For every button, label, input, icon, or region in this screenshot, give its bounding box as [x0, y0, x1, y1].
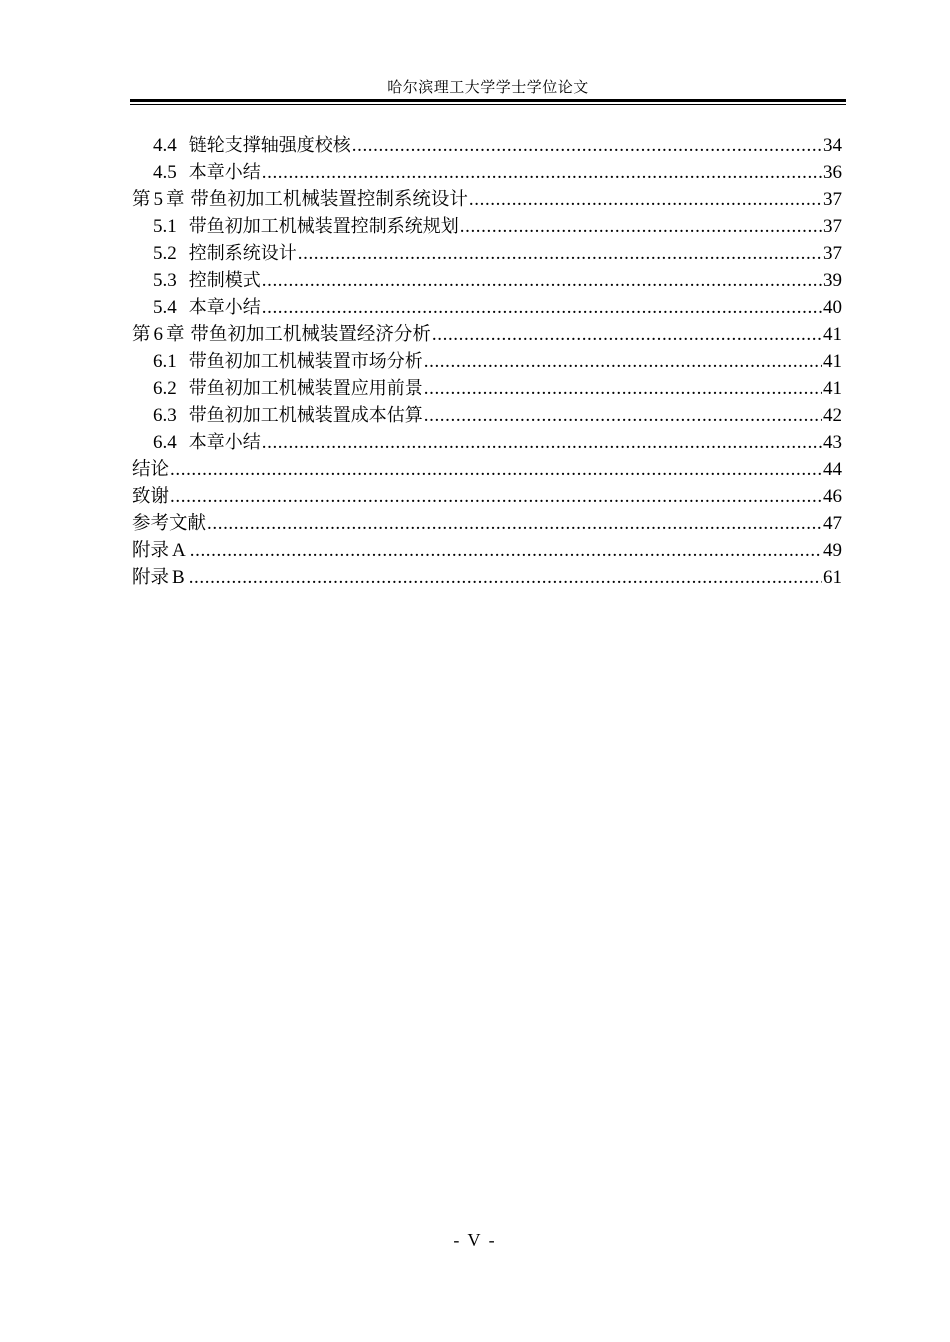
toc-dot-leader	[460, 213, 822, 240]
toc-entry-title: 带鱼初加工机械装置控制系统规划	[188, 216, 459, 237]
toc-entry-page: 36	[823, 162, 842, 183]
toc-entry[interactable]	[132, 510, 842, 537]
toc-entry[interactable]	[132, 267, 842, 294]
toc-entry-title: 结论	[132, 459, 170, 480]
toc-entry-title: 致谢	[132, 486, 170, 507]
toc-dot-leader	[432, 321, 822, 348]
toc-entry-page: 39	[823, 270, 842, 291]
toc-entry-number: B	[172, 567, 185, 588]
toc-entry[interactable]	[132, 132, 842, 159]
toc-entry-page: 41	[823, 324, 842, 345]
toc-dot-leader	[262, 267, 822, 294]
toc-entry-page: 41	[823, 378, 842, 399]
toc-entry-page: 41	[823, 351, 842, 372]
toc-entry-title: 链轮支撑轴强度校核	[188, 135, 351, 156]
toc-dot-leader	[170, 483, 822, 510]
toc-dot-leader	[190, 537, 822, 564]
toc-entry[interactable]	[132, 213, 842, 240]
toc-dot-leader	[189, 564, 822, 591]
toc-dot-leader	[262, 294, 822, 321]
toc-entry-page: 47	[823, 513, 842, 534]
toc-entry[interactable]	[132, 186, 842, 213]
header-rule-thin	[130, 104, 846, 105]
toc-entry-page: 37	[823, 243, 842, 264]
toc-entry-number: 6.4	[153, 432, 177, 453]
toc-entry[interactable]	[132, 321, 842, 348]
toc-entry-title: 参考文献	[132, 513, 207, 534]
toc-entry-title: 本章小结	[188, 162, 261, 183]
toc-dot-leader	[352, 132, 822, 159]
toc-entry[interactable]	[132, 564, 842, 591]
toc-dot-leader	[298, 240, 822, 267]
toc-dot-leader	[262, 159, 822, 186]
toc-entry-page: 44	[823, 459, 842, 480]
toc-entry-page: 46	[823, 486, 842, 507]
toc-dot-leader	[469, 186, 822, 213]
toc-entry-title: 带鱼初加工机械装置成本估算	[188, 405, 423, 426]
toc-entry-number: 6.1	[153, 351, 177, 372]
toc-entry-number: 5.3	[153, 270, 177, 291]
toc-entry-number: 5.1	[153, 216, 177, 237]
toc-entry-number: A	[172, 540, 186, 561]
toc-entry-page: 43	[823, 432, 842, 453]
toc-entry-prefix: 第	[132, 189, 151, 210]
toc-dot-leader	[424, 402, 822, 429]
toc-entry[interactable]	[132, 294, 842, 321]
toc-entry[interactable]	[132, 348, 842, 375]
toc-entry-title: 章 带鱼初加工机械装置控制系统设计	[166, 189, 468, 210]
header-rule-thick	[130, 99, 846, 102]
toc-entry-number: 5.2	[153, 243, 177, 264]
toc-entry-page: 37	[823, 189, 842, 210]
toc-dot-leader	[262, 429, 822, 456]
toc-entry[interactable]	[132, 402, 842, 429]
toc-entry-page: 40	[823, 297, 842, 318]
toc-entry-title: 控制系统设计	[188, 243, 297, 264]
toc-entry-number: 4.5	[153, 162, 177, 183]
toc-entry-page: 34	[823, 135, 842, 156]
toc-entry-title: 本章小结	[188, 432, 261, 453]
toc-dot-leader	[424, 375, 822, 402]
toc-entry-title: 带鱼初加工机械装置市场分析	[188, 351, 423, 372]
toc-dot-leader	[424, 348, 822, 375]
page-header: 哈尔滨理工大学学士学位论文	[387, 80, 589, 96]
toc-entry-number: 5.4	[153, 297, 177, 318]
toc-entry-prefix: 附录	[132, 540, 170, 561]
toc-entry-page: 37	[823, 216, 842, 237]
toc-entry-number: 5	[153, 189, 164, 210]
toc-entry[interactable]	[132, 537, 842, 564]
toc-dot-leader	[207, 510, 822, 537]
toc-entry-number: 4.4	[153, 135, 177, 156]
toc-entry-title: 带鱼初加工机械装置应用前景	[188, 378, 423, 399]
toc-entry-page: 61	[823, 567, 842, 588]
toc-entry-title: 控制模式	[188, 270, 261, 291]
toc-entry[interactable]	[132, 375, 842, 402]
toc-entry[interactable]	[132, 483, 842, 510]
toc-entry-number: 6	[153, 324, 164, 345]
toc-entry-prefix: 附录	[132, 567, 170, 588]
page-number: - V -	[453, 1230, 497, 1250]
toc-entry-prefix: 第	[132, 324, 151, 345]
toc-entry-page: 42	[823, 405, 842, 426]
toc-dot-leader	[170, 456, 822, 483]
toc-entry-number: 6.2	[153, 378, 177, 399]
toc-entry-title: 章 带鱼初加工机械装置经济分析	[166, 324, 431, 345]
toc-entry-number: 6.3	[153, 405, 177, 426]
toc-entry-title: 本章小结	[188, 297, 261, 318]
toc-entry[interactable]	[132, 240, 842, 267]
toc-entry-page: 49	[823, 540, 842, 561]
toc-entry[interactable]	[132, 159, 842, 186]
table-of-contents	[132, 132, 842, 591]
toc-entry[interactable]	[132, 429, 842, 456]
toc-entry[interactable]	[132, 456, 842, 483]
